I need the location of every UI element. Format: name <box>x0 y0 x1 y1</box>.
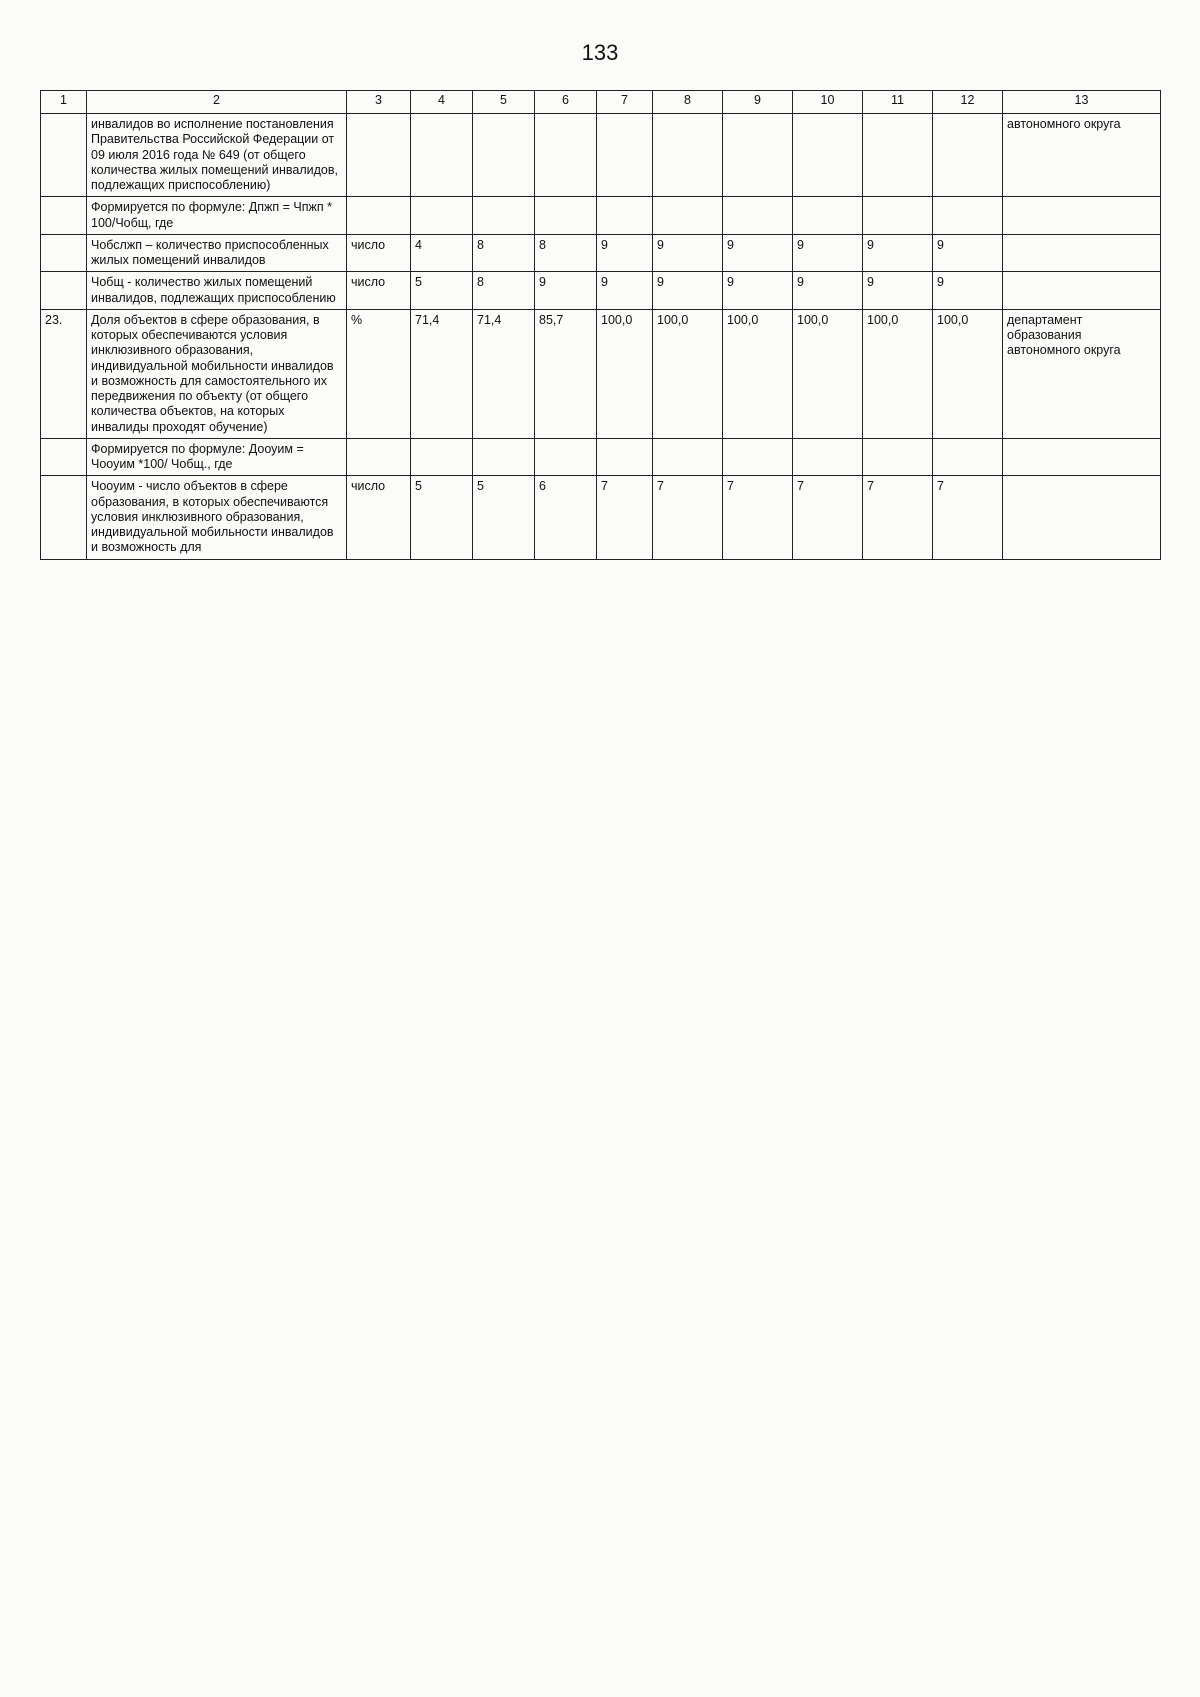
table-row <box>41 272 1161 310</box>
value-cell <box>473 438 535 476</box>
indicator-name-cell: Чооуим - число объектов в сфере образования, в которых обеспечиваются условия инклюзивного образования, индивидуальной мобильности инвалидов и возможность для <box>87 476 347 559</box>
value-cell: 9 <box>933 272 1003 310</box>
indicator-name-cell: Формируется по формуле: Дооуим = Чооуим *100/ Чобщ., где <box>87 438 347 476</box>
responsible-cell <box>1003 234 1161 272</box>
value-cell <box>535 438 597 476</box>
value-cell: 100,0 <box>793 309 863 438</box>
value-cell <box>723 197 793 235</box>
col-header-12: 12 <box>933 91 1003 114</box>
indicator-name-cell: Доля объектов в сфере образования, в которых обеспечиваются условия инклюзивного образования, индивидуальной мобильности инвалидов и возможность для самостоятельного их передвижения по объекту (от общего количества объектов, на которых инвалиды проходят обучение) <box>87 309 347 438</box>
col-header-1: 1 <box>41 91 87 114</box>
value-cell <box>863 197 933 235</box>
value-cell <box>597 114 653 197</box>
value-cell: 100,0 <box>933 309 1003 438</box>
page-number: 133 <box>581 40 619 65</box>
value-cell: 7 <box>597 476 653 559</box>
col-header-13: 13 <box>1003 91 1161 114</box>
value-cell <box>723 438 793 476</box>
column-number-row <box>41 91 1161 114</box>
col-header-11: 11 <box>863 91 933 114</box>
table-row <box>41 197 1161 235</box>
unit-cell <box>347 114 411 197</box>
value-cell: 4 <box>411 234 473 272</box>
value-cell: 9 <box>597 234 653 272</box>
value-cell: 85,7 <box>535 309 597 438</box>
value-cell: 8 <box>473 272 535 310</box>
value-cell: 5 <box>473 476 535 559</box>
value-cell: 100,0 <box>597 309 653 438</box>
table-row <box>41 438 1161 476</box>
value-cell <box>597 438 653 476</box>
value-cell <box>863 438 933 476</box>
value-cell: 100,0 <box>863 309 933 438</box>
value-cell: 8 <box>473 234 535 272</box>
row-number-cell <box>41 438 87 476</box>
col-header-3: 3 <box>347 91 411 114</box>
value-cell: 9 <box>653 272 723 310</box>
col-header-5: 5 <box>473 91 535 114</box>
unit-cell: число <box>347 476 411 559</box>
value-cell: 7 <box>863 476 933 559</box>
unit-cell <box>347 197 411 235</box>
value-cell <box>535 114 597 197</box>
row-number-cell <box>41 476 87 559</box>
col-header-6: 6 <box>535 91 597 114</box>
value-cell: 7 <box>933 476 1003 559</box>
responsible-cell <box>1003 476 1161 559</box>
col-header-2: 2 <box>87 91 347 114</box>
value-cell: 9 <box>723 234 793 272</box>
value-cell: 8 <box>535 234 597 272</box>
value-cell <box>473 114 535 197</box>
value-cell <box>653 438 723 476</box>
indicator-name-cell: инвалидов во исполнение постановления Правительства Российской Федерации от 09 июля 2016 года № 649 (от общего количества жилых помещений инвалидов, подлежащих приспособлению) <box>87 114 347 197</box>
col-header-8: 8 <box>653 91 723 114</box>
value-cell <box>653 114 723 197</box>
row-number-cell <box>41 197 87 235</box>
value-cell: 9 <box>863 234 933 272</box>
value-cell: 9 <box>793 234 863 272</box>
value-cell: 5 <box>411 272 473 310</box>
value-cell: 71,4 <box>411 309 473 438</box>
value-cell <box>793 197 863 235</box>
value-cell: 9 <box>863 272 933 310</box>
value-cell <box>411 438 473 476</box>
value-cell <box>793 114 863 197</box>
unit-cell <box>347 438 411 476</box>
indicator-name-cell: Чобслжп – количество приспособленных жилых помещений инвалидов <box>87 234 347 272</box>
value-cell: 6 <box>535 476 597 559</box>
table-row <box>41 476 1161 559</box>
table-row <box>41 234 1161 272</box>
unit-cell: % <box>347 309 411 438</box>
value-cell <box>863 114 933 197</box>
value-cell: 5 <box>411 476 473 559</box>
value-cell <box>411 197 473 235</box>
value-cell: 7 <box>653 476 723 559</box>
value-cell: 9 <box>793 272 863 310</box>
value-cell <box>473 197 535 235</box>
value-cell: 71,4 <box>473 309 535 438</box>
value-cell: 9 <box>653 234 723 272</box>
value-cell: 9 <box>933 234 1003 272</box>
value-cell <box>653 197 723 235</box>
value-cell <box>933 114 1003 197</box>
table-row <box>41 309 1161 438</box>
col-header-4: 4 <box>411 91 473 114</box>
responsible-cell <box>1003 197 1161 235</box>
responsible-cell: департамент образования автономного округа <box>1003 309 1161 438</box>
value-cell: 9 <box>723 272 793 310</box>
table-row <box>41 114 1161 197</box>
col-header-10: 10 <box>793 91 863 114</box>
value-cell <box>597 197 653 235</box>
value-cell <box>933 438 1003 476</box>
value-cell: 7 <box>723 476 793 559</box>
responsible-cell <box>1003 272 1161 310</box>
row-number-cell <box>41 234 87 272</box>
col-header-7: 7 <box>597 91 653 114</box>
indicator-name-cell: Чобщ - количество жилых помещений инвалидов, подлежащих приспособлению <box>87 272 347 310</box>
value-cell: 9 <box>597 272 653 310</box>
unit-cell: число <box>347 234 411 272</box>
value-cell <box>933 197 1003 235</box>
unit-cell: число <box>347 272 411 310</box>
row-number-cell <box>41 114 87 197</box>
value-cell <box>723 114 793 197</box>
value-cell: 100,0 <box>723 309 793 438</box>
value-cell <box>535 197 597 235</box>
row-number-cell: 23. <box>41 309 87 438</box>
indicator-name-cell: Формируется по формуле: Дпжп = Чпжп * 100/Чобщ, где <box>87 197 347 235</box>
row-number-cell <box>41 272 87 310</box>
indicator-table <box>40 90 1161 560</box>
value-cell: 9 <box>535 272 597 310</box>
responsible-cell <box>1003 438 1161 476</box>
value-cell <box>411 114 473 197</box>
value-cell <box>793 438 863 476</box>
responsible-cell: автономного округа <box>1003 114 1161 197</box>
value-cell: 7 <box>793 476 863 559</box>
value-cell: 100,0 <box>653 309 723 438</box>
col-header-9: 9 <box>723 91 793 114</box>
